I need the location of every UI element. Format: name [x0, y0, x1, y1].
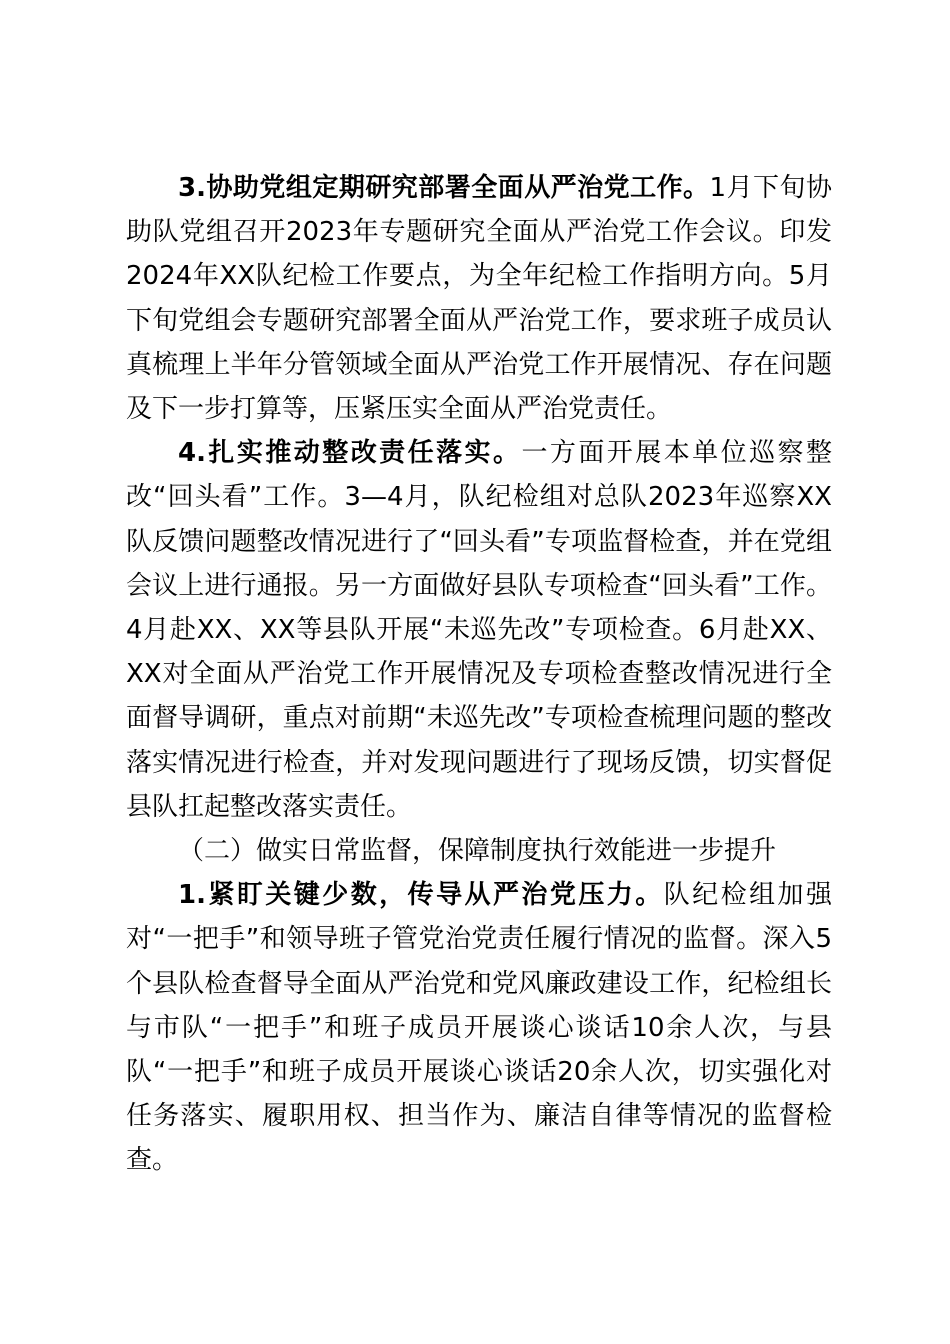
paragraph-coordinate-party-group — [126, 166, 832, 431]
paragraph-heading: 3.协助党组定期研究部署全面从严治党工作。 — [178, 173, 710, 203]
paragraph-rectification — [126, 431, 832, 829]
paragraph-text: 队纪检组加强对“一把手”和领导班子管党治党责任履行情况的监督。深入5个县队检查督导全面从严治党和党风廉政建设工作，纪检组长与市队“一把手”和班子成员开展谈心谈话10余人次，与县队“一把手”和班子成员开展谈心谈话20余人次，切实强化对任务落实、履职用权、担当作为、廉洁自律等情况的监督检查。 — [126, 880, 832, 1176]
section-heading-text: （二）做实日常监督，保障制度执行效能进一步提升 — [178, 836, 777, 867]
paragraph-text: 一方面开展本单位巡察整改“回头看”工作。3—4月，队纪检组对总队2023年巡察XX队反馈问题整改情况进行了“回头看”专项监督检查，并在党组会议上进行通报。另一方面做好县队专项检查“回头看”工作。4月赴XX、XX等县队开展“未巡先改”专项检查。6月赴XX、XX对全面从严治党工作开展情况及专项检查整改情况进行全面督导调研，重点对前期“未巡先改”专项检查梳理问题的整改落实情况进行检查，并对发现问题进行了现场反馈，切实督促县队扛起整改落实责任。 — [126, 438, 832, 822]
paragraph-heading: 4.扎实推动整改责任落实。 — [178, 438, 522, 469]
section-heading-daily-supervision — [126, 829, 832, 873]
paragraph-heading: 1.紧盯关键少数，传导从严治党压力。 — [178, 880, 664, 911]
paragraph-key-minority — [126, 873, 832, 1182]
document-body — [126, 166, 832, 1183]
paragraph-text: 1月下旬协助队党组召开2023年专题研究全面从严治党工作会议。印发2024年XX队纪检工作要点，为全年纪检工作指明方向。5月下旬党组会专题研究部署全面从严治党工作，要求班子成员认真梳理上半年分管领域全面从严治党工作开展情况、存在问题及下一步打算等，压紧压实全面从严治党责任。 — [126, 173, 833, 425]
